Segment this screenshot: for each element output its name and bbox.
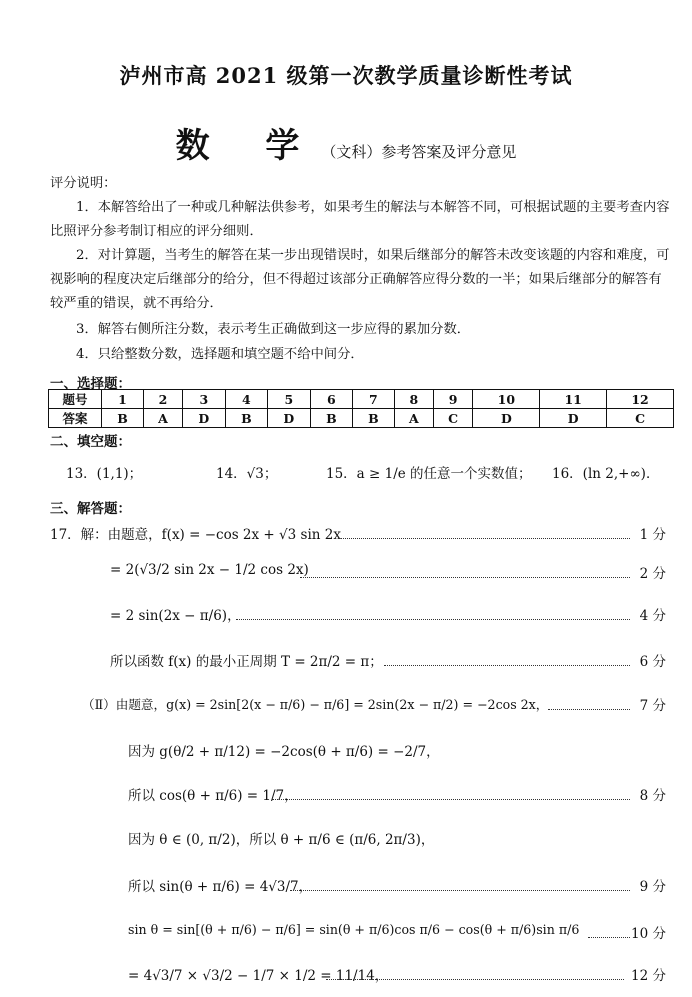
table-cell: 2 xyxy=(144,390,183,409)
fill-answer-13: 13．(1,1)； xyxy=(66,466,143,482)
table-cell: D xyxy=(182,409,225,428)
table-cell: 11 xyxy=(540,390,607,409)
solution-step: = 2(√3/2 sin 2x − 1/2 cos 2x) xyxy=(110,562,309,578)
leader-dots xyxy=(236,619,630,620)
table-cell: 6 xyxy=(310,390,352,409)
table-cell: A xyxy=(144,409,183,428)
step-score: 4 分 xyxy=(639,608,666,624)
section2-heading: 二、填空题： xyxy=(50,434,131,450)
table-cell: B xyxy=(225,409,267,428)
step-score: 12 分 xyxy=(631,968,666,984)
leader-dots xyxy=(300,577,630,578)
step-score: 8 分 xyxy=(639,788,666,804)
table-cell: 1 xyxy=(102,390,144,409)
fill-answer-16: 16．(ln 2,+∞)． xyxy=(552,466,660,482)
solution-step: 17．解：由题意，f(x) = −cos 2x + √3 sin 2x xyxy=(50,527,341,543)
fill-answer-15: 15．a ≥ 1/e 的任意一个实数值； xyxy=(326,466,532,482)
step-score: 9 分 xyxy=(639,879,666,895)
table-cell: 12 xyxy=(607,390,674,409)
table-cell: B xyxy=(310,409,352,428)
choice-answer-table xyxy=(48,389,674,428)
leader-dots xyxy=(548,709,630,710)
table-row xyxy=(49,390,674,409)
section1-heading: 一、选择题： xyxy=(50,376,131,392)
solution-step: 因为 θ ∈ (0, π/2)，所以 θ + π/6 ∈ (π/6, 2π/3)， xyxy=(128,832,435,848)
table-cell: A xyxy=(394,409,433,428)
subject-name: 数 学 xyxy=(175,126,322,166)
solution-step: 因为 g(θ/2 + π/12) = −2cos(θ + π/6) = −2/7， xyxy=(128,744,440,760)
step-score: 10 分 xyxy=(631,926,666,942)
step-score: 1 分 xyxy=(639,527,666,543)
table-cell: C xyxy=(607,409,674,428)
table-cell: 10 xyxy=(473,390,540,409)
solution-step: 所以函数 f(x) 的最小正周期 T = 2π/2 = π； xyxy=(110,654,383,670)
leader-dots xyxy=(272,799,630,800)
leader-dots xyxy=(290,890,630,891)
note-item-4: 4．只给整数分数，选择题和填空题不给中间分． xyxy=(76,347,364,362)
table-cell: 9 xyxy=(433,390,473,409)
solution-step: = 2 sin(2x − π/6)， xyxy=(110,608,241,624)
step-score: 7 分 xyxy=(639,698,666,714)
step-score: 6 分 xyxy=(639,654,666,670)
table-row xyxy=(49,409,674,428)
table-cell: 3 xyxy=(182,390,225,409)
table-cell: D xyxy=(473,409,540,428)
table-cell: C xyxy=(433,409,473,428)
exam-title: 泸州市高 2021 级第一次教学质量诊断性考试 xyxy=(119,63,573,88)
table-cell: 8 xyxy=(394,390,433,409)
leader-dots xyxy=(326,979,624,980)
step-score: 2 分 xyxy=(639,566,666,582)
table-cell: B xyxy=(102,409,144,428)
subject-title xyxy=(0,118,692,167)
row-label-answer: 答案 xyxy=(49,409,102,428)
table-cell: D xyxy=(267,409,310,428)
solution-step: = 4√3/7 × √3/2 − 1/7 × 1/2 = 11/14， xyxy=(128,968,389,984)
leader-dots xyxy=(384,665,630,666)
table-cell: 7 xyxy=(352,390,394,409)
table-cell: D xyxy=(540,409,607,428)
fill-answer-14: 14．√3； xyxy=(216,466,278,482)
leader-dots xyxy=(338,538,630,539)
note-item-3: 3．解答右侧所注分数，表示考生正确做到这一步应得的累加分数． xyxy=(76,322,471,337)
solution-step: 所以 cos(θ + π/6) = 1/7， xyxy=(128,788,298,804)
notes-heading: 评分说明： xyxy=(50,176,117,191)
table-cell: B xyxy=(352,409,394,428)
leader-dots xyxy=(588,937,630,938)
table-cell: 5 xyxy=(267,390,310,409)
solution-step: sin θ = sin[(θ + π/6) − π/6] = sin(θ + π/6)cos π/6 − cos(θ + π/6)sin π/6 xyxy=(128,922,580,937)
table-cell: 4 xyxy=(225,390,267,409)
note-item-2: 2．对计算题，当考生的解答在某一步出现错误时，如果后继部分的解答未改变该题的内容和难度，可视影响的程度决定后继部分的给分，但不得超过该部分正确解答应得分数的一半；如果后继部分的解答有较严重的错误，就不再给分． xyxy=(50,248,670,311)
solution-step: （Ⅱ）由题意，g(x) = 2sin[2(x − π/6) − π/6] = 2sin(2x − π/2) = −2cos 2x， xyxy=(82,697,549,712)
answer-key-subtitle: （文科）参考答案及评分意见 xyxy=(321,143,517,161)
row-label-number: 题号 xyxy=(49,390,102,409)
note-item-1: 1．本解答给出了一种或几种解法供参考，如果考生的解法与本解答不同，可根据试题的主要考查内容比照评分参考制订相应的评分细则． xyxy=(50,200,670,239)
section3-heading: 三、解答题： xyxy=(50,501,131,517)
solution-step: 所以 sin(θ + π/6) = 4√3/7， xyxy=(128,879,313,895)
